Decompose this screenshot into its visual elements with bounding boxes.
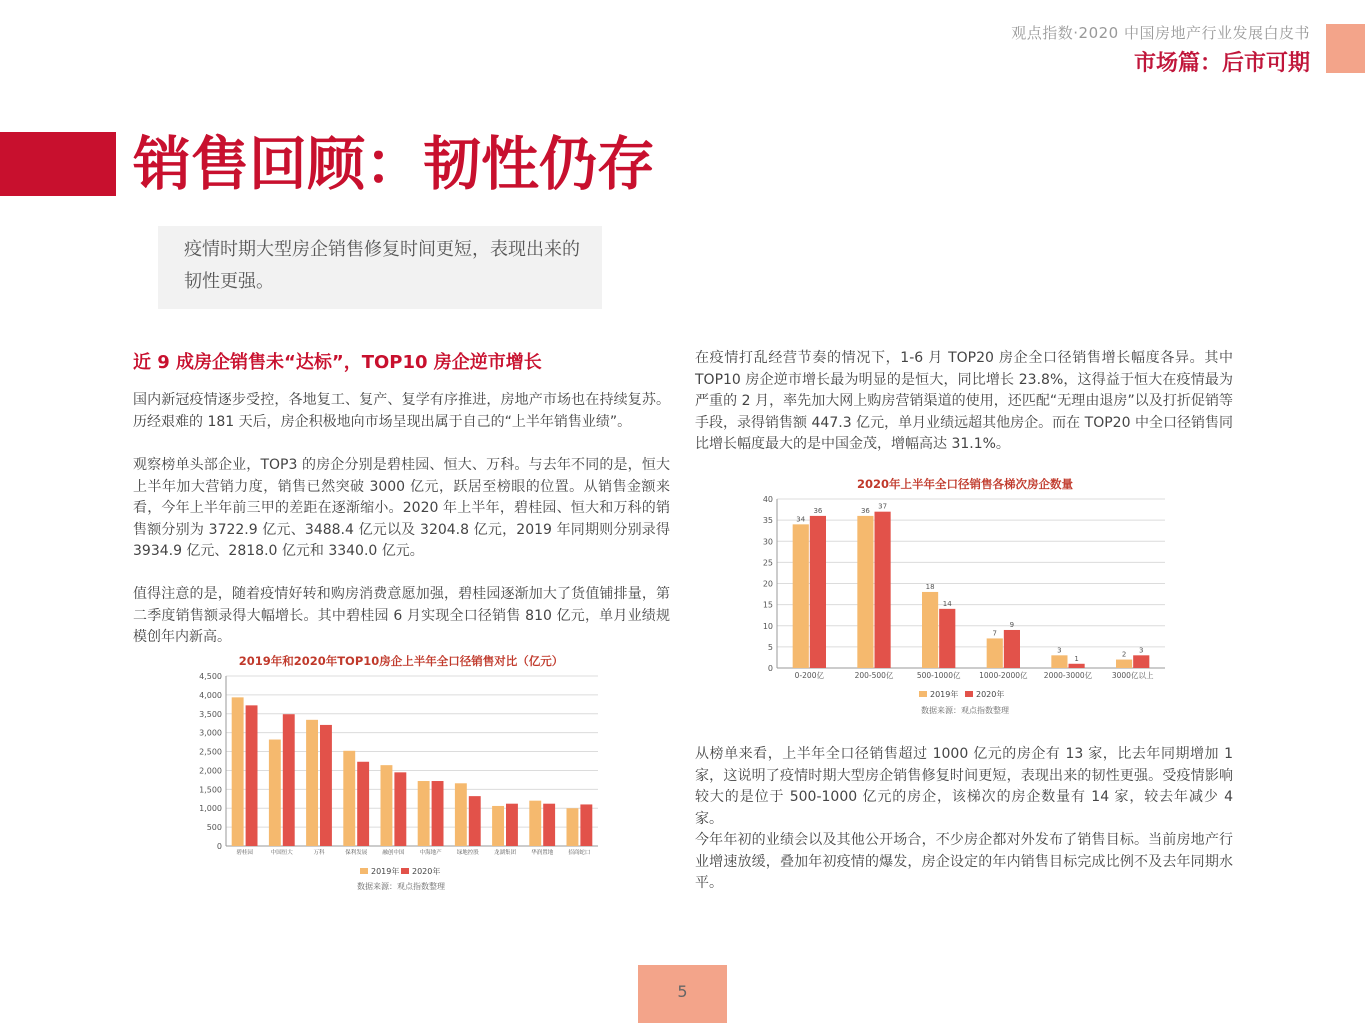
c1-y-tick: 1,500 bbox=[199, 785, 222, 795]
c2-data-label: 36 bbox=[813, 506, 823, 515]
c1-bar-2019 bbox=[380, 765, 392, 846]
c1-bar-2020 bbox=[506, 804, 518, 846]
c1-y-tick: 2,500 bbox=[199, 747, 222, 757]
c1-bar-2020 bbox=[580, 804, 592, 846]
c2-source: 数据来源：观点指数整理 bbox=[921, 706, 1009, 715]
c2-legend-swatch bbox=[965, 691, 973, 697]
tier-count-chart bbox=[755, 474, 1175, 719]
title-accent-bar bbox=[0, 132, 116, 196]
c1-bar-2020 bbox=[432, 781, 444, 846]
c2-bar-2020 bbox=[1069, 664, 1085, 668]
c1-bar-2020 bbox=[246, 705, 258, 846]
section-title: 近 9 成房企销售未“达标”，TOP10 房企逆市增长 bbox=[133, 352, 542, 373]
c2-y-tick: 35 bbox=[762, 516, 773, 526]
c2-category-label: 200-500亿 bbox=[854, 671, 894, 680]
c1-category-label: 龙湖集团 bbox=[493, 850, 517, 856]
c2-y-tick: 10 bbox=[762, 621, 773, 631]
c1-category-label: 融创中国 bbox=[382, 850, 405, 856]
c2-bar-2020 bbox=[810, 516, 826, 668]
c1-y-tick: 500 bbox=[206, 823, 222, 833]
c2-bar-2019 bbox=[987, 638, 1003, 668]
c1-legend-swatch bbox=[360, 868, 368, 874]
c1-category-label: 华润置地 bbox=[531, 850, 554, 856]
c2-bar-2020 bbox=[875, 512, 891, 668]
callout-box bbox=[158, 226, 602, 309]
c1-bar-2019 bbox=[418, 781, 430, 846]
c2-category-label: 500-1000亿 bbox=[916, 671, 961, 680]
c2-bar-2019 bbox=[922, 592, 938, 668]
c1-category-label: 保利发展 bbox=[345, 850, 368, 856]
c1-bar-2019 bbox=[306, 720, 318, 846]
c1-bar-2020 bbox=[469, 796, 481, 846]
page-title: 销售回顾：韧性仍存 bbox=[133, 130, 656, 198]
c2-data-label: 18 bbox=[925, 582, 935, 591]
c2-legend-label: 2019年 bbox=[930, 690, 959, 699]
c2-data-label: 34 bbox=[796, 515, 806, 524]
c2-data-label: 3 bbox=[1057, 646, 1062, 655]
c1-bar-2020 bbox=[283, 714, 295, 846]
page-number: 5 bbox=[677, 982, 688, 1001]
c1-y-tick: 1,000 bbox=[199, 804, 222, 814]
c1-y-tick: 0 bbox=[216, 842, 222, 851]
c2-y-tick: 25 bbox=[762, 558, 773, 568]
c2-data-label: 36 bbox=[860, 506, 870, 515]
top10-sales-chart-svg bbox=[196, 650, 606, 900]
c1-category-label: 碧桂园 bbox=[236, 850, 253, 856]
c1-bar-2020 bbox=[543, 804, 555, 846]
tier-count-chart-svg bbox=[755, 474, 1175, 719]
c2-y-tick: 40 bbox=[762, 495, 773, 504]
c2-title: 2020年上半年全口径销售各梯次房企数量 bbox=[856, 477, 1074, 491]
c2-category-label: 3000亿以上 bbox=[1111, 671, 1154, 680]
c2-y-tick: 15 bbox=[762, 600, 773, 610]
section-heading: 市场篇：后市可期 bbox=[1133, 51, 1310, 76]
c2-category-label: 2000-3000亿 bbox=[1043, 671, 1093, 680]
paragraph-4: 在疫情打乱经营节奏的情况下，1-6 月 TOP20 房企全口径销售增长幅度各异。其中TOP10 房企逆市增长最为明显的是恒大，同比增长 23.8%，这得益于恒大在疫情最为严重的 2 月，率先加大网上购房营销渠道的使用，还匹配“无理由退房”以及打折促销等手段，录得销售额 447.3 亿元，单月业绩远超其他房企。而在 TOP20 中全口径销售同比增长幅度最大的是中国金茂，增幅高达 31.1%。 bbox=[695, 350, 1233, 452]
top10-sales-chart bbox=[196, 650, 606, 900]
c1-category-label: 中海地产 bbox=[419, 850, 442, 856]
c1-source: 数据来源：观点指数整理 bbox=[357, 882, 445, 891]
c1-bar-2019 bbox=[455, 783, 467, 846]
c2-bar-2020 bbox=[939, 609, 955, 668]
c2-bar-2020 bbox=[1133, 655, 1149, 668]
c1-legend-label: 2020年 bbox=[412, 867, 441, 876]
c1-legend-label: 2019年 bbox=[371, 867, 400, 876]
header-accent-block bbox=[1326, 24, 1365, 73]
page-number-box bbox=[638, 965, 727, 1023]
c2-data-label: 37 bbox=[878, 502, 888, 511]
c1-bar-2019 bbox=[269, 740, 281, 846]
c2-y-tick: 30 bbox=[762, 537, 773, 547]
c2-category-label: 0-200亿 bbox=[794, 671, 824, 680]
c2-y-tick: 0 bbox=[767, 664, 773, 673]
c2-category-label: 1000-2000亿 bbox=[979, 671, 1028, 680]
c1-bar-2020 bbox=[320, 725, 332, 846]
paragraph-6: 今年年初的业绩会以及其他公开场合，不少房企都对外发布了销售目标。当前房地产行业增速放缓，叠加年初疫情的爆发，房企设定的年内销售目标完成比例不及去年同期水平。 bbox=[695, 832, 1233, 891]
callout-text: 疫情时期大型房企销售修复时间更短，表现出来的韧性更强。 bbox=[184, 239, 580, 292]
c2-data-label: 7 bbox=[992, 629, 997, 638]
c1-bar-2020 bbox=[394, 772, 406, 846]
c2-data-label: 2 bbox=[1121, 650, 1127, 659]
c2-bar-2019 bbox=[793, 524, 809, 668]
c2-legend-label: 2020年 bbox=[976, 690, 1005, 699]
c1-y-tick: 3,500 bbox=[199, 709, 222, 719]
c2-bar-2020 bbox=[1004, 630, 1020, 668]
document-subtitle: 观点指数·2020 中国房地产行业发展白皮书 bbox=[1011, 24, 1310, 42]
c2-data-label: 1 bbox=[1074, 654, 1079, 663]
paragraph-5: 从榜单来看，上半年全口径销售超过 1000 亿元的房企有 13 家，比去年同期增加 1 家，这说明了疫情时期大型房企销售修复时间更短，表现出来的韧性更强。受疫情影响较大的是位于 500-1000 亿元的房企，该梯次的房企数量有 14 家，较去年减少 4 家。 bbox=[695, 746, 1233, 827]
c1-category-label: 绿地控股 bbox=[456, 850, 479, 856]
c1-y-tick: 3,000 bbox=[199, 728, 222, 738]
c2-data-label: 3 bbox=[1139, 646, 1144, 655]
c1-y-tick: 4,000 bbox=[199, 690, 222, 700]
c1-category-label: 中国恒大 bbox=[270, 850, 293, 856]
paragraph-2: 观察榜单头部企业，TOP3 的房企分别是碧桂园、恒大、万科。与去年不同的是，恒大上半年加大营销力度，销售已然突破 3000 亿元，跃居至榜眼的位置。从销售金额来看，今年上半年前三甲的差距在逐渐缩小。2020 年上半年，碧桂园、恒大和万科的销售额分别为 3722.9 亿元、3488.4 亿元以及 3204.8 亿元，2019 年同期则分别录得 3934.9 亿元、2818.0 亿元和 3340.0 亿元。 bbox=[133, 457, 670, 559]
c1-bar-2019 bbox=[232, 697, 244, 846]
paragraph-1: 国内新冠疫情逐步受控，各地复工、复产、复学有序推进，房地产市场也在持续复苏。历经艰难的 181 天后，房企积极地向市场呈现出属于自己的“上半年销售业绩”。 bbox=[133, 392, 670, 430]
c1-legend-swatch bbox=[401, 868, 409, 874]
c2-data-label: 9 bbox=[1009, 620, 1015, 629]
c1-bar-2020 bbox=[357, 762, 369, 846]
c1-y-tick: 2,000 bbox=[199, 766, 222, 776]
c1-y-tick: 4,500 bbox=[199, 672, 222, 681]
c2-bar-2019 bbox=[1051, 655, 1067, 668]
c2-y-tick: 20 bbox=[762, 579, 773, 589]
c1-category-label: 万科 bbox=[313, 850, 325, 856]
c2-legend-swatch bbox=[919, 691, 927, 697]
c1-category-label: 招商蛇口 bbox=[568, 850, 591, 856]
c2-y-tick: 5 bbox=[767, 642, 773, 652]
c1-bar-2019 bbox=[343, 751, 355, 846]
c1-bar-2019 bbox=[566, 808, 578, 846]
c2-bar-2019 bbox=[857, 516, 873, 668]
c1-bar-2019 bbox=[529, 801, 541, 846]
c2-bar-2019 bbox=[1116, 660, 1132, 668]
c1-title: 2019年和2020年TOP10房企上半年全口径销售对比（亿元） bbox=[238, 654, 564, 668]
c1-bar-2019 bbox=[492, 806, 504, 846]
c2-data-label: 14 bbox=[942, 599, 952, 608]
paragraph-3: 值得注意的是，随着疫情好转和购房消费意愿加强，碧桂园逐渐加大了货值铺排量，第二季度销售额录得大幅增长。其中碧桂园 6 月实现全口径销售 810 亿元，单月业绩规模创年内新高。 bbox=[133, 586, 670, 645]
